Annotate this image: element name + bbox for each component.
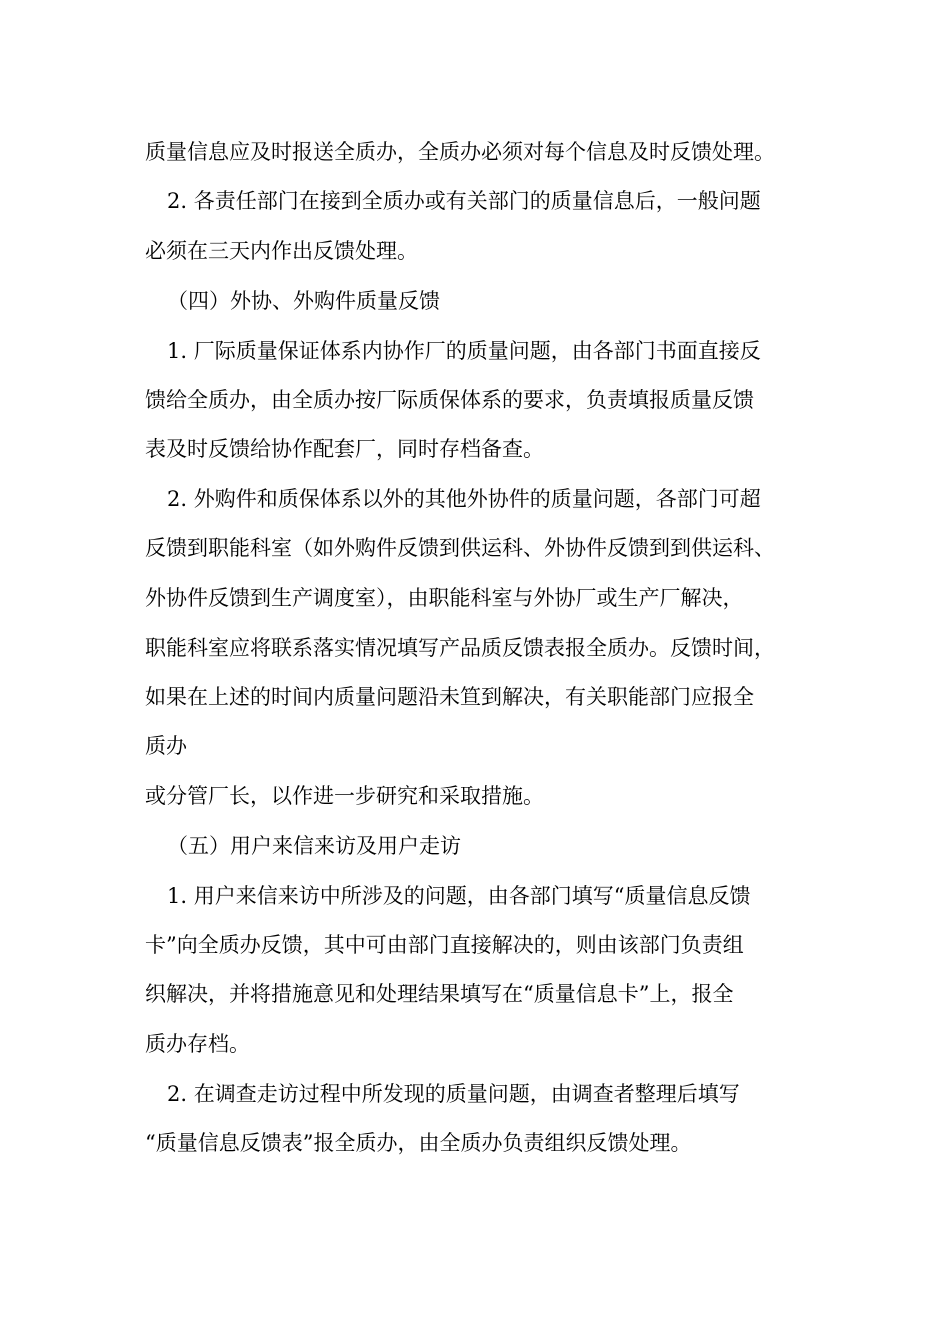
paragraph-line: 如果在上述的时间内质量问题沿未笪到解决，有关职能部门应报全 <box>145 685 754 709</box>
paragraph-line: 外协件反馈到生产调度室），由职能科室与外协厂或生产厂解决， <box>145 586 744 610</box>
paragraph-line: 1. 用户来信来访中所涉及的问题，由各部门填写“质量信息反馈 <box>167 884 751 908</box>
paragraph-line: 质办存档。 <box>145 1032 250 1056</box>
paragraph-line: 质量信息应及时报送全质办，全质办必须对每个信息及时反馈处理。 <box>145 140 775 164</box>
paragraph-line: 或分管厂长，以作进一步研究和采取措施。 <box>145 784 544 808</box>
paragraph-line: 2. 在调查走访过程中所发现的质量问题，由调查者整理后填写 <box>167 1082 740 1106</box>
section-heading: （五）用户来信来访及用户走访 <box>167 834 461 858</box>
paragraph-line: 表及时反馈给协作配套厂，同时存档备查。 <box>145 437 544 461</box>
paragraph-line: 卡”向全质办反馈，其中可由部门直接解决的，则由该部门负责组 <box>145 933 744 957</box>
paragraph-line: 1. 厂际质量保证体系内协作厂的质量问题，由各部门书面直接反 <box>167 339 761 363</box>
paragraph-line: 织解决，并将措施意见和处理结果填写在“质量信息卡”上，报全 <box>145 982 734 1006</box>
paragraph-line: 质办 <box>145 734 187 758</box>
paragraph-line: “质量信息反馈表”报全质办，由全质办负责组织反馈处理。 <box>145 1131 692 1155</box>
paragraph-line: 职能科室应将联系落实情况填写产品质反馈表报全质办。反馈时间， <box>145 636 775 660</box>
paragraph-line: 2. 外购件和质保体系以外的其他外协件的质量问题，各部门可超 <box>167 487 761 511</box>
paragraph-line: 必须在三天内作出反馈处理。 <box>145 239 418 263</box>
paragraph-line: 2. 各责任部门在接到全质办或有关部门的质量信息后，一般问题 <box>167 189 761 213</box>
paragraph-line: 馈给全质办，由全质办按厂际质保体系的要求，负责填报质量反馈 <box>145 388 754 412</box>
section-heading: （四）外协、外购件质量反馈 <box>167 289 440 313</box>
paragraph-line: 反馈到职能科室（如外购件反馈到供运科、外协件反馈到到供运科、 <box>145 536 775 560</box>
